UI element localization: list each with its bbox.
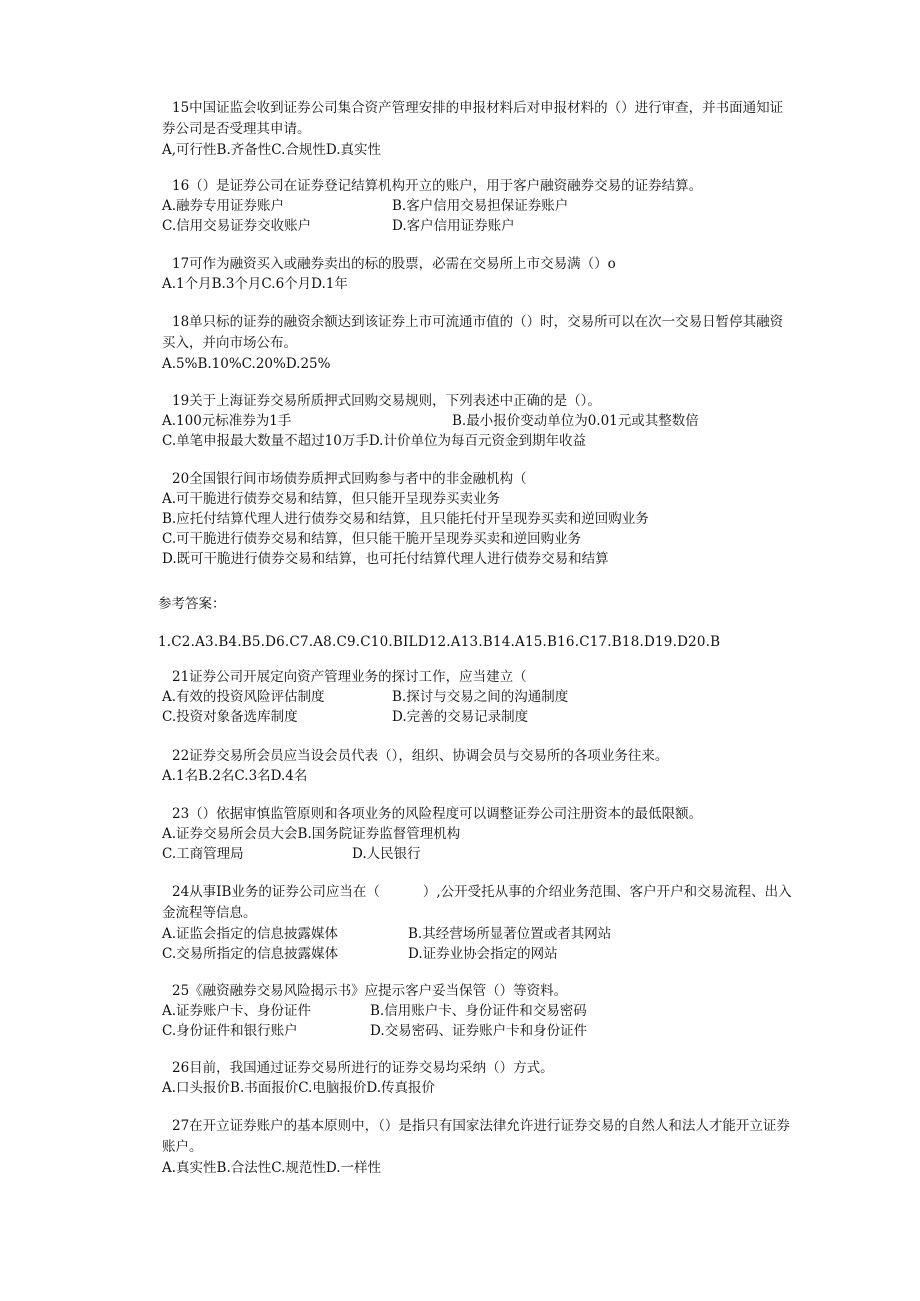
question-stem: 24从事IB业务的证券公司应当在（ ）,公开受托从事的介绍业务范围、客户开户和交易流程、出入金流程等信息。 bbox=[162, 884, 792, 921]
question-option-row bbox=[162, 196, 802, 216]
question-stem: 22证券交易所会员应当设会员代表（），组织、协调会员与交易所的各项业务往来。 bbox=[172, 748, 669, 764]
answers-text: 1.C2.A3.B4.B5.D6.C7.A8.C9.C10.BILD12.A13.B14.A15.B16.C17.B18.D19.D20.B bbox=[158, 634, 721, 650]
question-option-row bbox=[162, 411, 802, 431]
question-15 bbox=[162, 98, 802, 160]
question-21 bbox=[162, 667, 802, 727]
option-a: A.证券账户卡、身份证件 bbox=[162, 1003, 312, 1019]
question-19 bbox=[162, 391, 802, 451]
question-options: A.1个月B.3个月C.6个月D.1年 bbox=[162, 276, 348, 292]
question-stem: 21证券公司开展定向资产管理业务的探讨工作，应当建立（ bbox=[172, 669, 527, 685]
option-d: D.交易密码、证券账户卡和身份证件 bbox=[370, 1023, 588, 1039]
option-c: C.可干脆进行债券交易和结算，但只能干脆开呈现券买卖和逆回购业务 bbox=[162, 531, 582, 547]
question-stem: 20全国银行间市场债券质押式回购参与者中的非金融机构（ bbox=[172, 471, 527, 487]
question-stem: 19关于上海证券交易所质押式回购交易规则，下列表述中正确的是（）。 bbox=[172, 393, 601, 409]
question-options: A,可行性B.齐备性C.合规性D.真实性 bbox=[162, 142, 382, 158]
option-c: C.交易所指定的信息披露媒体 bbox=[162, 946, 339, 962]
question-27 bbox=[162, 1116, 802, 1178]
question-option-row bbox=[162, 844, 802, 864]
question-stem: 16（）是证券公司在证券登记结算机构开立的账户，用于客户融资融券交易的证券结算。 bbox=[172, 178, 703, 194]
question-18 bbox=[162, 312, 802, 374]
question-option-row bbox=[162, 216, 802, 236]
question-20 bbox=[162, 469, 802, 569]
option-a: A.证监会指定的信息披露媒体 bbox=[162, 926, 339, 942]
option-d: D.证券业协会指定的网站 bbox=[408, 946, 558, 962]
option-b: B.最小报价变动单位为0.01元或其整数倍 bbox=[452, 413, 699, 429]
question-options: A.口头报价B.书面报价C.电脑报价D.传真报价 bbox=[162, 1080, 436, 1096]
question-stem: 15中国证监会收到证券公司集合资产管理安排的申报材料后对申报材料的（）进行审查，并书面通知证券公司是否受理其申请。 bbox=[162, 100, 784, 137]
question-26 bbox=[162, 1058, 802, 1098]
question-stem: 27在开立证券账户的基本原则中，（）是指只有国家法律允许进行证券交易的自然人和法人才能开立证券账户。 bbox=[162, 1118, 790, 1155]
option-b: B.应托付结算代理人进行债券交易和结算，且只能托付开呈现券买卖和逆回购业务 bbox=[162, 511, 649, 527]
question-options: C.单笔申报最大数量不超过10万手D.计价单位为每百元资金到期年收益 bbox=[162, 433, 586, 449]
option-a: A.可干脆进行债券交易和结算，但只能开呈现券买卖业务 bbox=[162, 491, 501, 507]
option-c: C.信用交易证券交收账户 bbox=[162, 218, 312, 234]
question-option-row bbox=[162, 1021, 802, 1041]
question-stem: 18单只标的证券的融资余额达到该证券上市可流通市值的（）时，交易所可以在次一交易日暂停其融资买入，并向市场公布。 bbox=[162, 314, 784, 351]
question-stem: 23（）依据审慎监管原则和各项业务的风险程度可以调整证券公司注册资本的最低限额。 bbox=[172, 806, 703, 822]
question-17 bbox=[162, 254, 802, 294]
question-option-row bbox=[162, 924, 802, 944]
option-a: A.有效的投资风险评估制度 bbox=[162, 689, 325, 705]
option-c: C.工商管理局 bbox=[162, 846, 244, 862]
option-b: B.信用账户卡、身份证件和交易密码 bbox=[370, 1003, 587, 1019]
question-options: A.5%B.10%C.20%D.25% bbox=[162, 356, 331, 372]
question-stem: 17可作为融资买入或融券卖出的标的股票，必需在交易所上市交易满（）o bbox=[172, 256, 616, 272]
option-d: D.完善的交易记录制度 bbox=[392, 709, 529, 725]
option-c: C.身份证件和银行账户 bbox=[162, 1023, 298, 1039]
question-stem: 25《融资融券交易风险揭示书》应提示客户妥当保管（）等资料。 bbox=[172, 983, 568, 999]
question-option-row bbox=[162, 687, 802, 707]
question-stem: 26目前，我国通过证券交易所进行的证券交易均采纳（）方式。 bbox=[172, 1060, 554, 1076]
question-option-row bbox=[162, 707, 802, 727]
question-option-row bbox=[162, 1001, 802, 1021]
question-25 bbox=[162, 981, 802, 1041]
option-b: B.探讨与交易之间的沟通制度 bbox=[392, 689, 569, 705]
question-options: A.证券交易所会员大会B.国务院证券监督管理机构 bbox=[162, 826, 461, 842]
option-c: C.投资对象备选库制度 bbox=[162, 709, 298, 725]
question-16 bbox=[162, 176, 802, 236]
question-options: A.真实性B.合法性C.规范性D.一样性 bbox=[162, 1160, 382, 1176]
option-b: B.其经营场所显著位置或者其网站 bbox=[408, 926, 612, 942]
question-24 bbox=[162, 882, 802, 964]
option-a: A.融券专用证券账户 bbox=[162, 198, 285, 214]
option-a: A.100元标准券为1手 bbox=[162, 413, 292, 429]
question-option-row bbox=[162, 944, 802, 964]
option-d: D.人民银行 bbox=[352, 846, 421, 862]
option-b: B.客户信用交易担保证券账户 bbox=[392, 198, 569, 214]
question-23 bbox=[162, 804, 802, 864]
question-options: A.1名B.2名C.3名D.4名 bbox=[162, 768, 308, 784]
question-22 bbox=[162, 746, 802, 786]
answers-heading: 参考答案： bbox=[158, 596, 226, 612]
option-d: D.既可干脆进行债券交易和结算，也可托付结算代理人进行债券交易和结算 bbox=[162, 551, 609, 567]
option-d: D.客户信用证券账户 bbox=[392, 218, 515, 234]
